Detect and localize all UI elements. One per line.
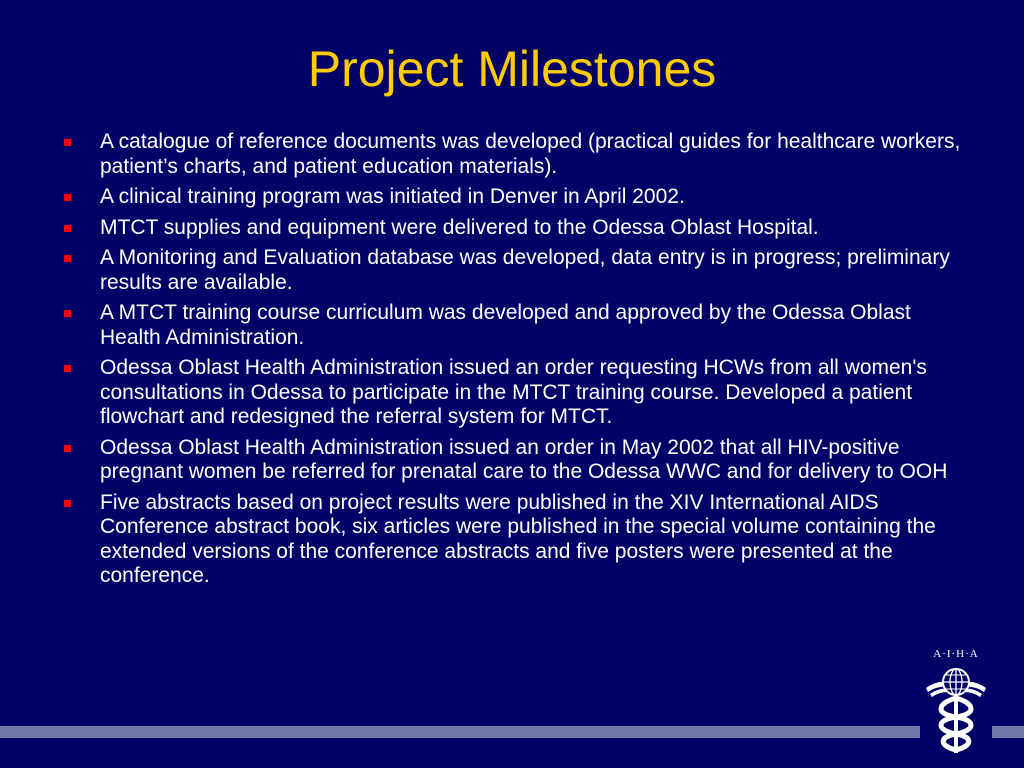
bullet-square-icon: [64, 500, 71, 507]
bullet-text: Odessa Oblast Health Administration issued an order in May 2002 that all HIV-positive pregnant women be referred for prenatal care to the Odessa WWC and for delivery to OOH: [100, 435, 948, 483]
bullet-square-icon: [64, 139, 71, 146]
bullet-item: [62, 246, 972, 295]
bullet-square-icon: [64, 310, 71, 317]
bullet-text: A clinical training program was initiated in Denver in April 2002.: [100, 185, 685, 208]
bullet-item: [62, 491, 972, 589]
bullet-item: [62, 216, 972, 241]
slide-title: Project Milestones: [307, 41, 717, 97]
aiha-logo: [920, 644, 992, 754]
bullet-square-icon: [64, 365, 71, 372]
caduceus-globe-icon: [920, 662, 992, 754]
bullet-square-icon: [64, 225, 71, 232]
bullet-item: [62, 185, 972, 210]
bullet-text: MTCT supplies and equipment were delivered to the Odessa Oblast Hospital.: [100, 215, 819, 239]
logo-text: A·I·H·A: [933, 648, 979, 660]
footer-bar: [0, 726, 1024, 738]
bullet-item: [62, 301, 972, 350]
bullet-text: A catalogue of reference documents was developed (practical guides for healthcare workers, patient’s charts, and patient education materials).: [100, 130, 961, 178]
bullet-square-icon: [64, 255, 71, 262]
bullet-item: [62, 436, 972, 485]
bullet-square-icon: [64, 194, 71, 201]
bullet-text: A Monitoring and Evaluation database was developed, data entry is in progress; preliminary results are available.: [100, 246, 950, 294]
bullet-text: Odessa Oblast Health Administration issued an order requesting HCWs from all women's consultations in Odessa to participate in the MTCT training course. Developed a patient flowchart and redesigned the referral system for MTCT.: [100, 356, 927, 428]
bullet-list: [62, 130, 972, 595]
bullet-text: A MTCT training course curriculum was developed and approved by the Odessa Oblast Health Administration.: [100, 301, 911, 349]
bullet-item: [62, 356, 972, 430]
bullet-item: [62, 130, 972, 179]
bullet-text: Five abstracts based on project results were published in the XIV International AIDS Conference abstract book, six articles were published in the special volume containing the extended versions of the conference abstracts and five posters were presented at the conference.: [100, 490, 936, 587]
bullet-square-icon: [64, 445, 71, 452]
